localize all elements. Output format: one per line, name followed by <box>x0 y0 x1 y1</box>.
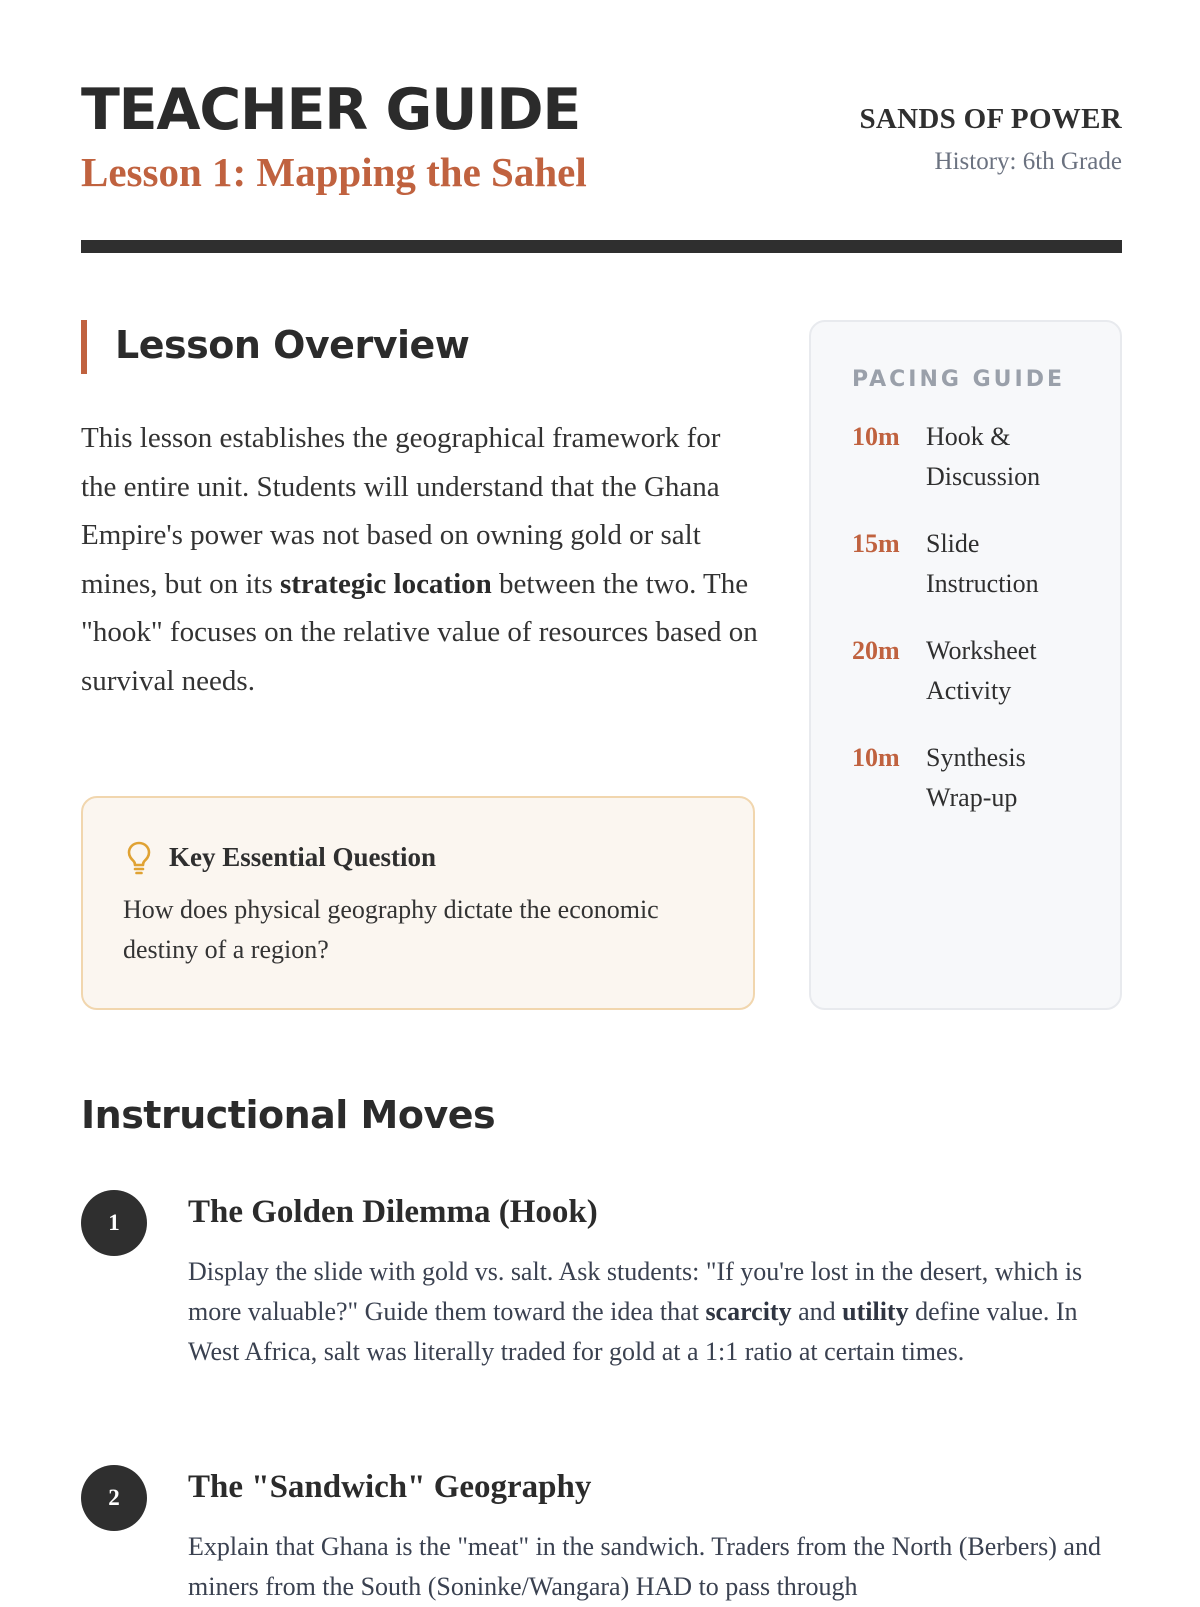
move-bold-term: scarcity <box>705 1297 792 1326</box>
unit-name: SANDS OF POWER <box>859 103 1122 135</box>
teacher-guide-page <box>81 0 1122 1600</box>
moves-heading: Instructional Moves <box>81 1093 496 1137</box>
move-text-part: and <box>791 1297 843 1326</box>
move-description <box>188 1527 1122 1607</box>
lesson-subtitle: Lesson 1: Mapping the Sahel <box>81 149 587 195</box>
pacing-time: 10m <box>852 743 900 772</box>
pacing-time: 20m <box>852 636 900 665</box>
pacing-guide-title: PACING GUIDE <box>852 367 1065 392</box>
pacing-time: 10m <box>852 422 900 451</box>
essential-question-callout <box>81 796 755 1010</box>
header-divider <box>81 240 1122 253</box>
move-text-part: define value. In West Africa, salt was literally traded for gold at a 1:1 ratio at certain times. <box>188 1297 1078 1366</box>
step-number-badge: 2 <box>81 1465 147 1531</box>
overview-text-part: between the two. The "hook" focuses on the relative value of resources based on survival needs. <box>81 567 758 697</box>
grade-label: History: 6th Grade <box>934 148 1122 175</box>
question-title: Key Essential Question <box>169 842 437 872</box>
move-text-part: Explain that Ghana is the "meat" in the sandwich. Traders from the North (Berbers) and miners from the South (Soninke/Wangara) HAD to pass through <box>188 1532 1101 1601</box>
move-title: The Golden Dilemma (Hook) <box>188 1194 598 1230</box>
pacing-label: Synthesis Wrap-up <box>926 743 1026 812</box>
overview-bold-term: strategic location <box>279 567 492 600</box>
pacing-label: Hook & Discussion <box>926 422 1041 491</box>
lightbulb-icon <box>125 840 153 876</box>
overview-heading <box>81 320 767 374</box>
move-title: The "Sandwich" Geography <box>188 1469 592 1505</box>
overview-text-part: This lesson establishes the geographical framework for the entire unit. Students will understand that the Ghana Empire's power was not based on owning gold or salt mines, but on its <box>81 422 721 600</box>
move-bold-term: utility <box>842 1297 909 1326</box>
step-number-badge: 1 <box>81 1190 147 1256</box>
overview-heading-text: Lesson Overview <box>115 323 470 367</box>
move-description <box>188 1252 1122 1372</box>
move-text-part: Display the slide with gold vs. salt. Ask students: "If you're lost in the desert, which is more valuable?" Guide them toward the idea that <box>188 1257 1083 1326</box>
pacing-time: 15m <box>852 529 900 558</box>
pacing-label: Slide Instruction <box>926 529 1039 598</box>
pacing-guide-card <box>809 320 1122 1010</box>
page-title: TEACHER GUIDE <box>81 77 581 143</box>
pacing-label: Worksheet Activity <box>926 636 1037 705</box>
question-text: How does physical geography dictate the economic destiny of a region? <box>123 895 659 964</box>
overview-paragraph <box>81 414 761 705</box>
